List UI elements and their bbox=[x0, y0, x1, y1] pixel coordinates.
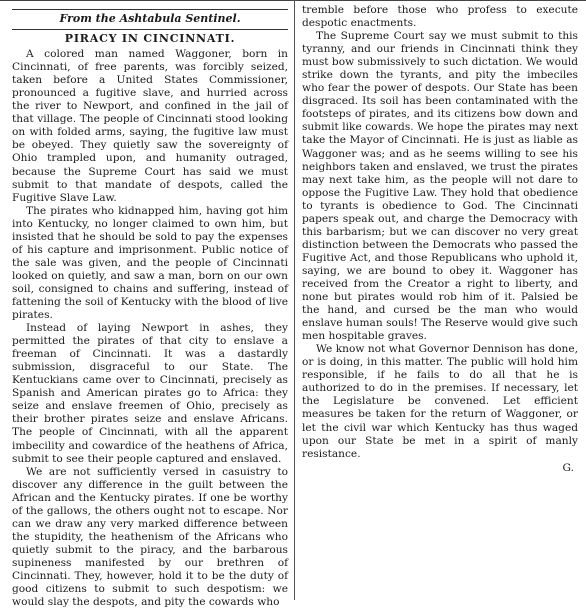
paragraph-6: We know not what Governor Dennison has done, or is doing, in this matter. The public will hold him responsible, if he fails to do all that he is authorized to do in the premises. If necessary, let the Legislature be convened. Let efficient measures be taken for the return of Waggoner, or let the civil war which Kentucky has thus waged upon our State be met in a spirit of manly resistance. bbox=[302, 343, 578, 460]
paragraph-5: The Supreme Court say we must submit to this tyranny, and our friends in Cincinnati think they must bow submissively to such dictation. We would strike down the tyrants, and pity the imbeciles who fear the power of despots. Our State has been disgraced. Its soil has been contaminated with the footsteps of pirates, and its citizens bow down and submit like cowards. We hope the pirates may next take the Mayor of Cincinnati. He is just as liable as Waggoner was; and as he seems willing to see his neighbors taken and enslaved, we trust the pirates may next take him, as the people will not dare to oppose the Fugitive Law. They hold that obedience to tyrants is obedience to God. The Cincinnati papers speak out, and charge the Democracy with this barbarism; but we can discover no very great distinction between the Democrats who passed the Fugitive Act, and those Republicans who uphold it, saying, we are bound to obey it. Waggoner has received from the Creator a right to liberty, and none but pirates would rob him of it. Palsied be the hand, and cursed be the man who would enslave human souls! The Reserve would give such men hospitable graves. bbox=[302, 30, 578, 343]
top-border-rule bbox=[0, 0, 586, 1]
column-divider bbox=[294, 0, 295, 600]
source-top-rule bbox=[12, 9, 288, 10]
paragraph-3: Instead of laying Newport in ashes, they permitted the pirates of that city to enslave a freeman of Cincinnati. It was a dastardly submission, disgraceful to our State. The Kentuckians came over to Cincinnati, precisely as Spanish and American pirates go to Africa: they seize and enslave freemen of Ohio, precisely as their brother pirates seize and enslave Africans. The people of Cincinnati, with all the apparent imbecility and cowardice of the heathens of Africa, submit to see their people captured and enslaved. bbox=[12, 322, 288, 465]
paragraph-1: A colored man named Waggoner, born in Cincinnati, of free parents, was forcibly seized, taken before a United States Commissioner, pronounced a fugitive slave, and hurried across the river to Newport, and confined in the jail of that village. The people of Cincinnati stood looking on with folded arms, saying, the fugitive law must be obeyed. They quietly saw the sovereignty of Ohio trampled upon, and humanity outraged, because the Supreme Court has said we must submit to that mandate of despots, called the Fugitive Slave Law. bbox=[12, 48, 288, 204]
article-headline: PIRACY IN CINCINNATI. bbox=[64, 32, 236, 46]
paragraph-4-continued: tremble before those who profess to execute despotic enactments. bbox=[302, 4, 578, 30]
left-column bbox=[12, 4, 288, 609]
paragraph-2: The pirates who kidnapped him, having got him into Kentucky, no longer claimed to own him, but insisted that he should be sold to pay the expenses of his capture and imprisonment. Public notice of the sale was given, and the people of Cincinnati looked on quietly, and saw a man, born on our own soil, consigned to chains and suffering, instead of fattening the soil of Kentucky with the blood of live pirates. bbox=[12, 204, 288, 322]
right-column bbox=[302, 4, 578, 600]
paragraph-4: We are not sufficiently versed in casuistry to discover any difference in the guilt between the African and the Kentucky pirates. If one be worthy of the gallows, the others ought not to escape. Nor can we draw any very marked difference between the stupidity, the heathenism of the Africans who quietly submit to the piracy, and the barbarous supineness manifested by our brethren of Cincinnati. They, however, hold it to be the duty of good citizens to submit to such despotism: we would slay the despots, and pity the cowards who bbox=[12, 465, 288, 609]
source-line: From the Ashtabula Sentinel. bbox=[59, 12, 241, 25]
headline-rule bbox=[12, 29, 288, 30]
author-signature: G. bbox=[562, 461, 574, 474]
